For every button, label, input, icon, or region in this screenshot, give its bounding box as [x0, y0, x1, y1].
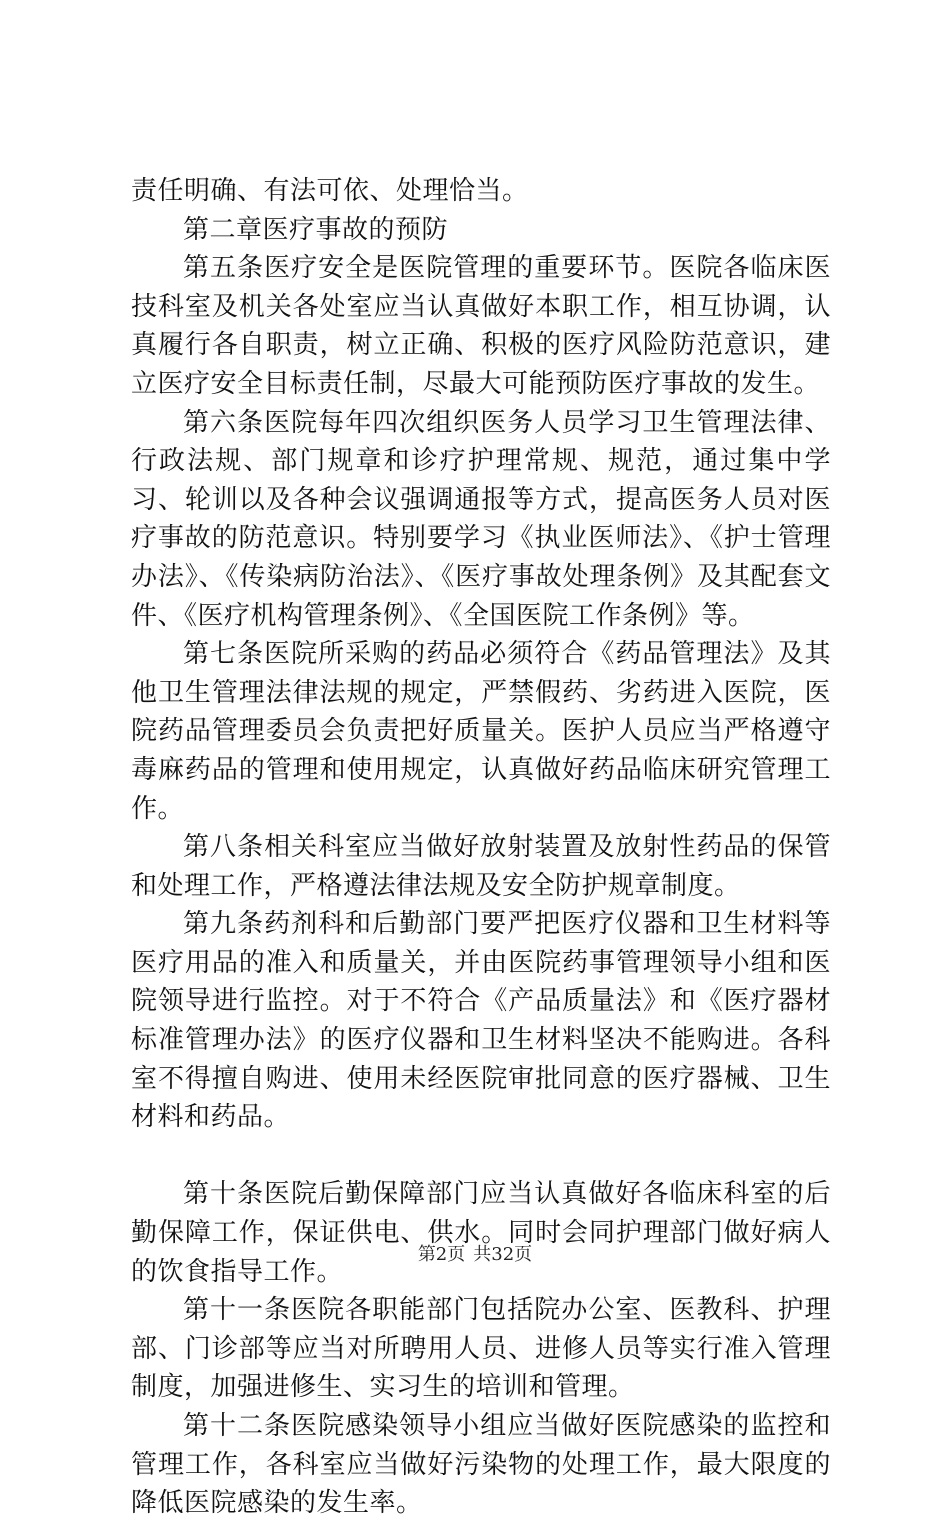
article-5: 第五条医疗安全是医院管理的重要环节。医院各临床医技科室及机关各处室应当认真做好本职工作，相互协调，认真履行各自职责，树立正确、积极的医疗风险防范意识，建立医疗安全目标责任制，尽最大可能预防医疗事故的发生。: [131, 253, 831, 399]
article-8: 第八条相关科室应当做好放射装置及放射性药品的保管和处理工作，严格遵法律法规及安全防护规章制度。: [131, 832, 831, 901]
document-body: [131, 172, 831, 1523]
article-9: 第九条药剂科和后勤部门要严把医疗仪器和卫生材料等医疗用品的准入和质量关，并由医院药事管理领导小组和医院领导进行监控。对于不符合《产品质量法》和《医疗器材标准管理办法》的医疗仪器和卫生材料坚决不能购进。各科室不得擅自购进、使用未经医院审批同意的医疗器械、卫生材料和药品。: [131, 909, 831, 1133]
paragraph-continuation: 责任明确、有法可依、处理恰当。: [131, 176, 529, 206]
article-12: 第十二条医院感染领导小组应当做好医院感染的监控和管理工作，各科室应当做好污染物的处理工作，最大限度的降低医院感染的发生率。: [131, 1411, 831, 1519]
page-number: 第2页: [417, 1244, 466, 1265]
chapter-heading: 第二章医疗事故的预防: [183, 214, 449, 245]
article-6: 第六条医院每年四次组织医务人员学习卫生管理法律、行政法规、部门规章和诊疗护理常规、规范，通过集中学习、轮训以及各种会议强调通报等方式，提高医务人员对医疗事故的防范意识。特别要学习《执业医师法》、《护士管理办法》、《传染病防治法》、《医疗事故处理条例》及其配套文件、《医疗机构管理条例》、《全国医院工作条例》等。: [131, 407, 831, 631]
article-11: 第十一条医院各职能部门包括院办公室、医教科、护理部、门诊部等应当对所聘用人员、进修人员等实行准入管理制度，加强进修生、实习生的培训和管理。: [131, 1295, 831, 1403]
page-total: 共32页: [473, 1244, 533, 1265]
article-7: 第七条医院所采购的药品必须符合《药品管理法》及其他卫生管理法律法规的规定，严禁假药、劣药进入医院，医院药品管理委员会负责把好质量关。医护人员应当严格遵守毒麻药品的管理和使用规定，认真做好药品临床研究管理工作。: [131, 639, 831, 824]
page-footer: [0, 1243, 950, 1267]
article-10: 第十条医院后勤保障部门应当认真做好各临床科室的后勤保障工作，保证供电、供水。同时会同护理部门做好病人的饮食指导工作。: [131, 1179, 831, 1287]
